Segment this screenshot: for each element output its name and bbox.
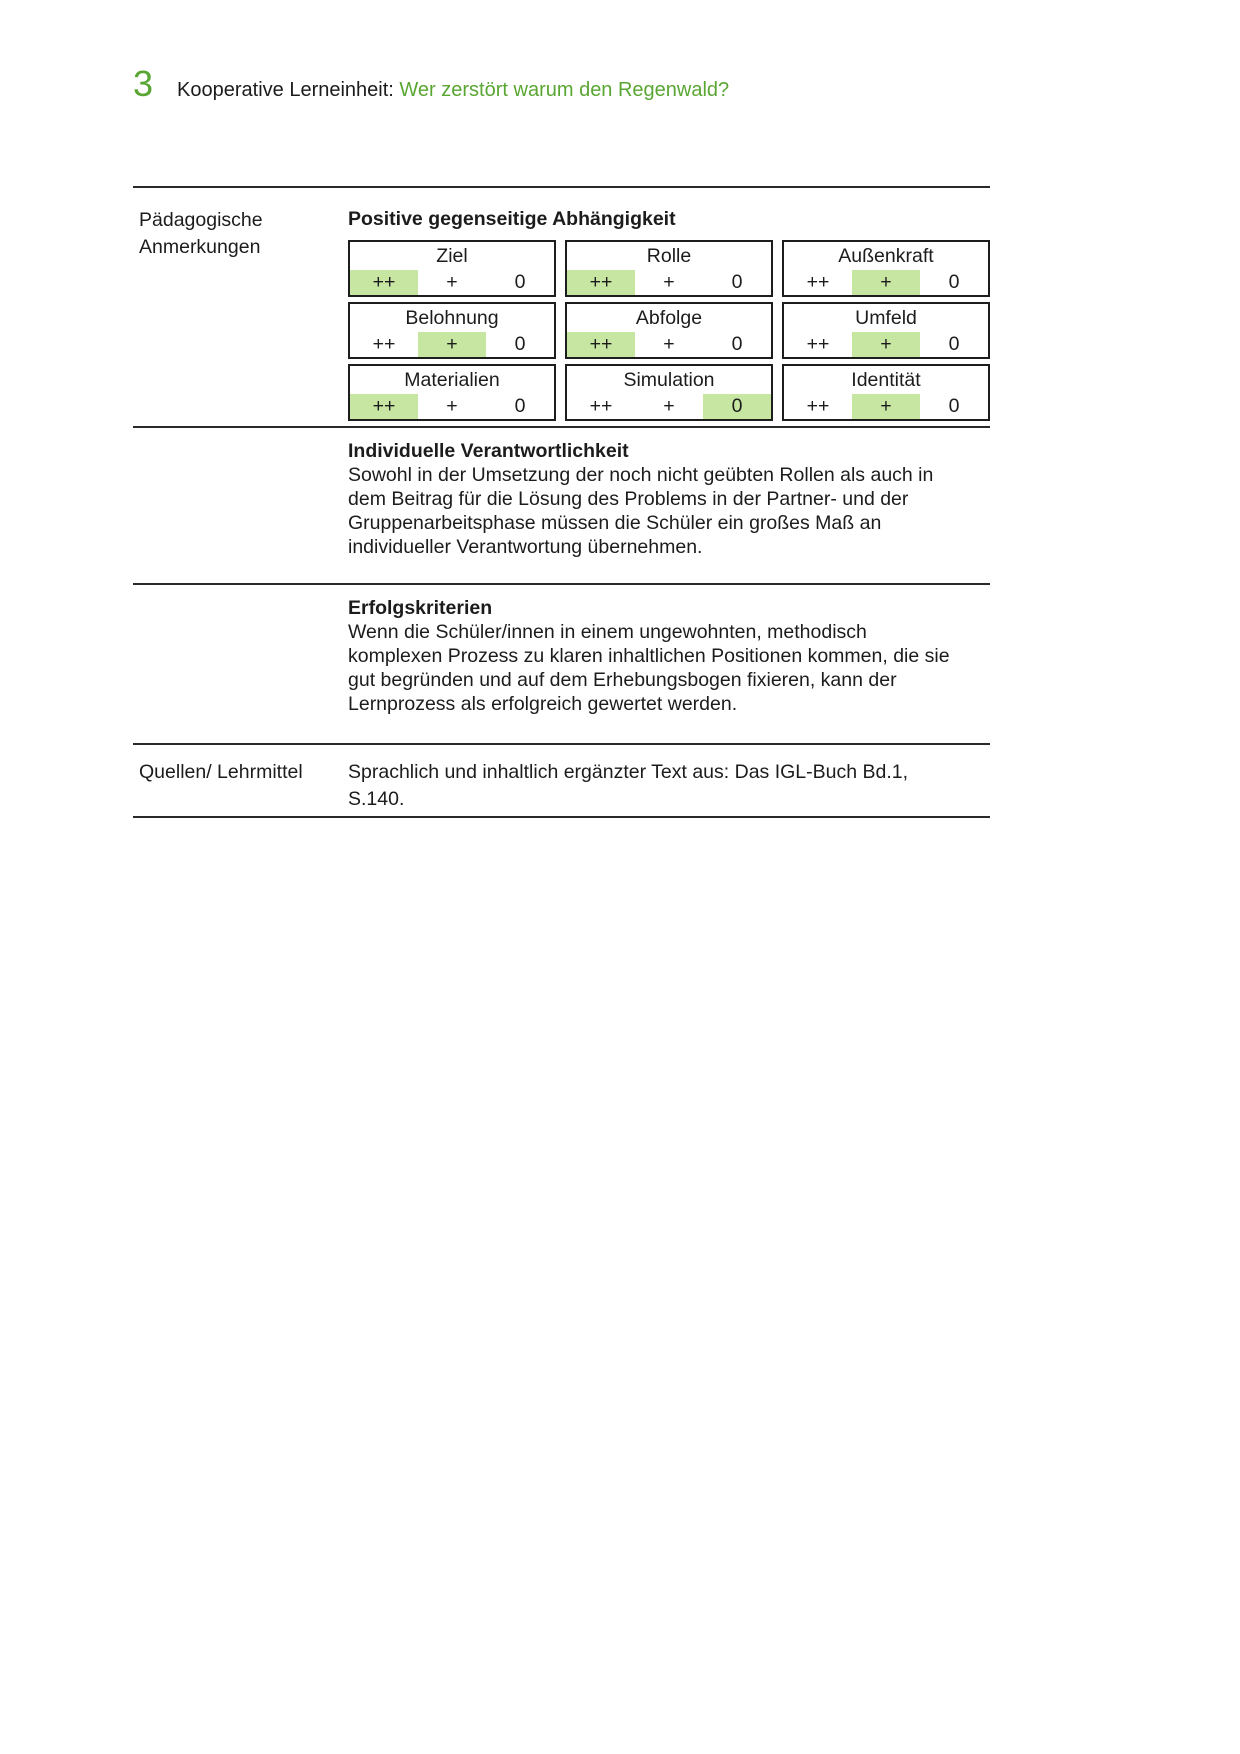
rating-scale [350,270,554,295]
row-label-quellen-lehrmittel: Quellen/ Lehrmittel [139,761,303,783]
rating-scale [567,332,771,357]
rating-zero: 0 [948,271,960,293]
individuelle-verantwortlichkeit-section [348,428,990,583]
dependency-box-simulation [565,364,773,421]
rating-scale [350,332,554,357]
page-title-prefix: Kooperative Lerneinheit: [177,79,400,101]
dependency-box-title: Belohnung [405,307,499,329]
dependency-box-belohnung [348,302,556,359]
erfolgskriterien-section [348,585,990,743]
row-label-empty-2 [133,585,348,743]
rating-plus-plus-selected: ++ [567,332,635,357]
rating-zero: 0 [731,271,743,293]
table-row-erfolgskriterien [133,583,990,743]
rating-plus-plus: ++ [589,395,613,417]
section-heading-individuelle-verantwortlichkeit: Individuelle Verantwortlichkeit [348,440,629,462]
dependency-box-title: Ziel [436,245,468,267]
rating-zero: 0 [514,395,526,417]
page-title-topic: Wer zerstört warum den Regenwald? [399,79,730,101]
dependency-box-ziel [348,240,556,297]
rating-plus: + [663,395,675,417]
dependency-box-title: Rolle [646,245,692,267]
rating-zero-selected: 0 [703,394,771,419]
dependency-box-außenkraft [782,240,990,297]
section-heading-positive-abhaengigkeit: Positive gegenseitige Abhängigkeit [348,208,676,230]
rating-scale [784,332,988,357]
quellen-text: Sprachlich und inhaltlich ergänzter Text aus: Das IGL-Buch Bd.1, S.140. [348,761,909,810]
rating-plus-plus: ++ [806,271,830,293]
rating-plus-plus: ++ [806,333,830,355]
section-heading-erfolgskriterien: Erfolgskriterien [348,597,493,619]
rating-plus-plus: ++ [806,395,830,417]
rating-plus-selected: + [418,332,486,357]
rating-plus-plus-selected: ++ [567,270,635,295]
page-title [177,79,729,102]
dependency-box-umfeld [782,302,990,359]
rating-scale [567,270,771,295]
erfolgskriterien-text: Wenn die Schüler/innen in einem ungewohnten, methodisch komplexen Prozess zu klaren inhaltlichen Positionen kommen, die sie gut begründen und auf dem Erhebungsbogen fixieren, kann der Lernprozess als erfolgreich gewertet werden. [348,621,950,715]
table-row-paedagogische-anmerkungen [133,186,990,426]
dependency-grid [348,240,990,421]
quellen-section [348,745,990,816]
individuelle-verantwortlichkeit-text: Sowohl in der Umsetzung der noch nicht geübten Rollen als auch in dem Beitrag für die Lösung des Problems in der Partner- und der Gruppenarbeitsphase müssen die Schüler ein großes Maß an individueller Verantwortung übernehmen. [348,464,934,558]
rating-scale [567,394,771,419]
rating-scale [784,270,988,295]
dependency-box-materialien [348,364,556,421]
rating-zero: 0 [948,395,960,417]
dependency-box-title: Abfolge [635,307,703,329]
dependency-box-title: Simulation [623,369,715,391]
lesson-table [133,186,990,818]
rating-zero: 0 [514,271,526,293]
rating-plus-selected: + [852,394,920,419]
rating-zero: 0 [514,333,526,355]
table-row-quellen-lehrmittel [133,743,990,818]
dependency-box-rolle [565,240,773,297]
row-label-empty-1 [133,428,348,583]
rating-plus-selected: + [852,332,920,357]
rating-scale [350,394,554,419]
rating-plus-selected: + [852,270,920,295]
rating-plus: + [663,333,675,355]
rating-plus-plus: ++ [372,333,396,355]
page-header [133,64,729,104]
rating-plus: + [446,271,458,293]
dependency-box-title: Identität [851,369,921,391]
rating-zero: 0 [731,333,743,355]
rating-plus: + [446,395,458,417]
rating-plus-plus-selected: ++ [350,394,418,419]
dependency-box-title: Materialien [404,369,500,391]
dependency-box-title: Umfeld [855,307,917,329]
positive-dependency-section [348,188,990,426]
dependency-box-abfolge [565,302,773,359]
row-label-paedagogische-anmerkungen: Pädagogische Anmerkungen [139,209,263,258]
rating-zero: 0 [948,333,960,355]
rating-scale [784,394,988,419]
table-row-individuelle-verantwortlichkeit [133,426,990,583]
chapter-number: 3 [133,63,154,104]
rating-plus-plus-selected: ++ [350,270,418,295]
dependency-box-title: Außenkraft [838,245,934,267]
dependency-box-identität [782,364,990,421]
rating-plus: + [663,271,675,293]
